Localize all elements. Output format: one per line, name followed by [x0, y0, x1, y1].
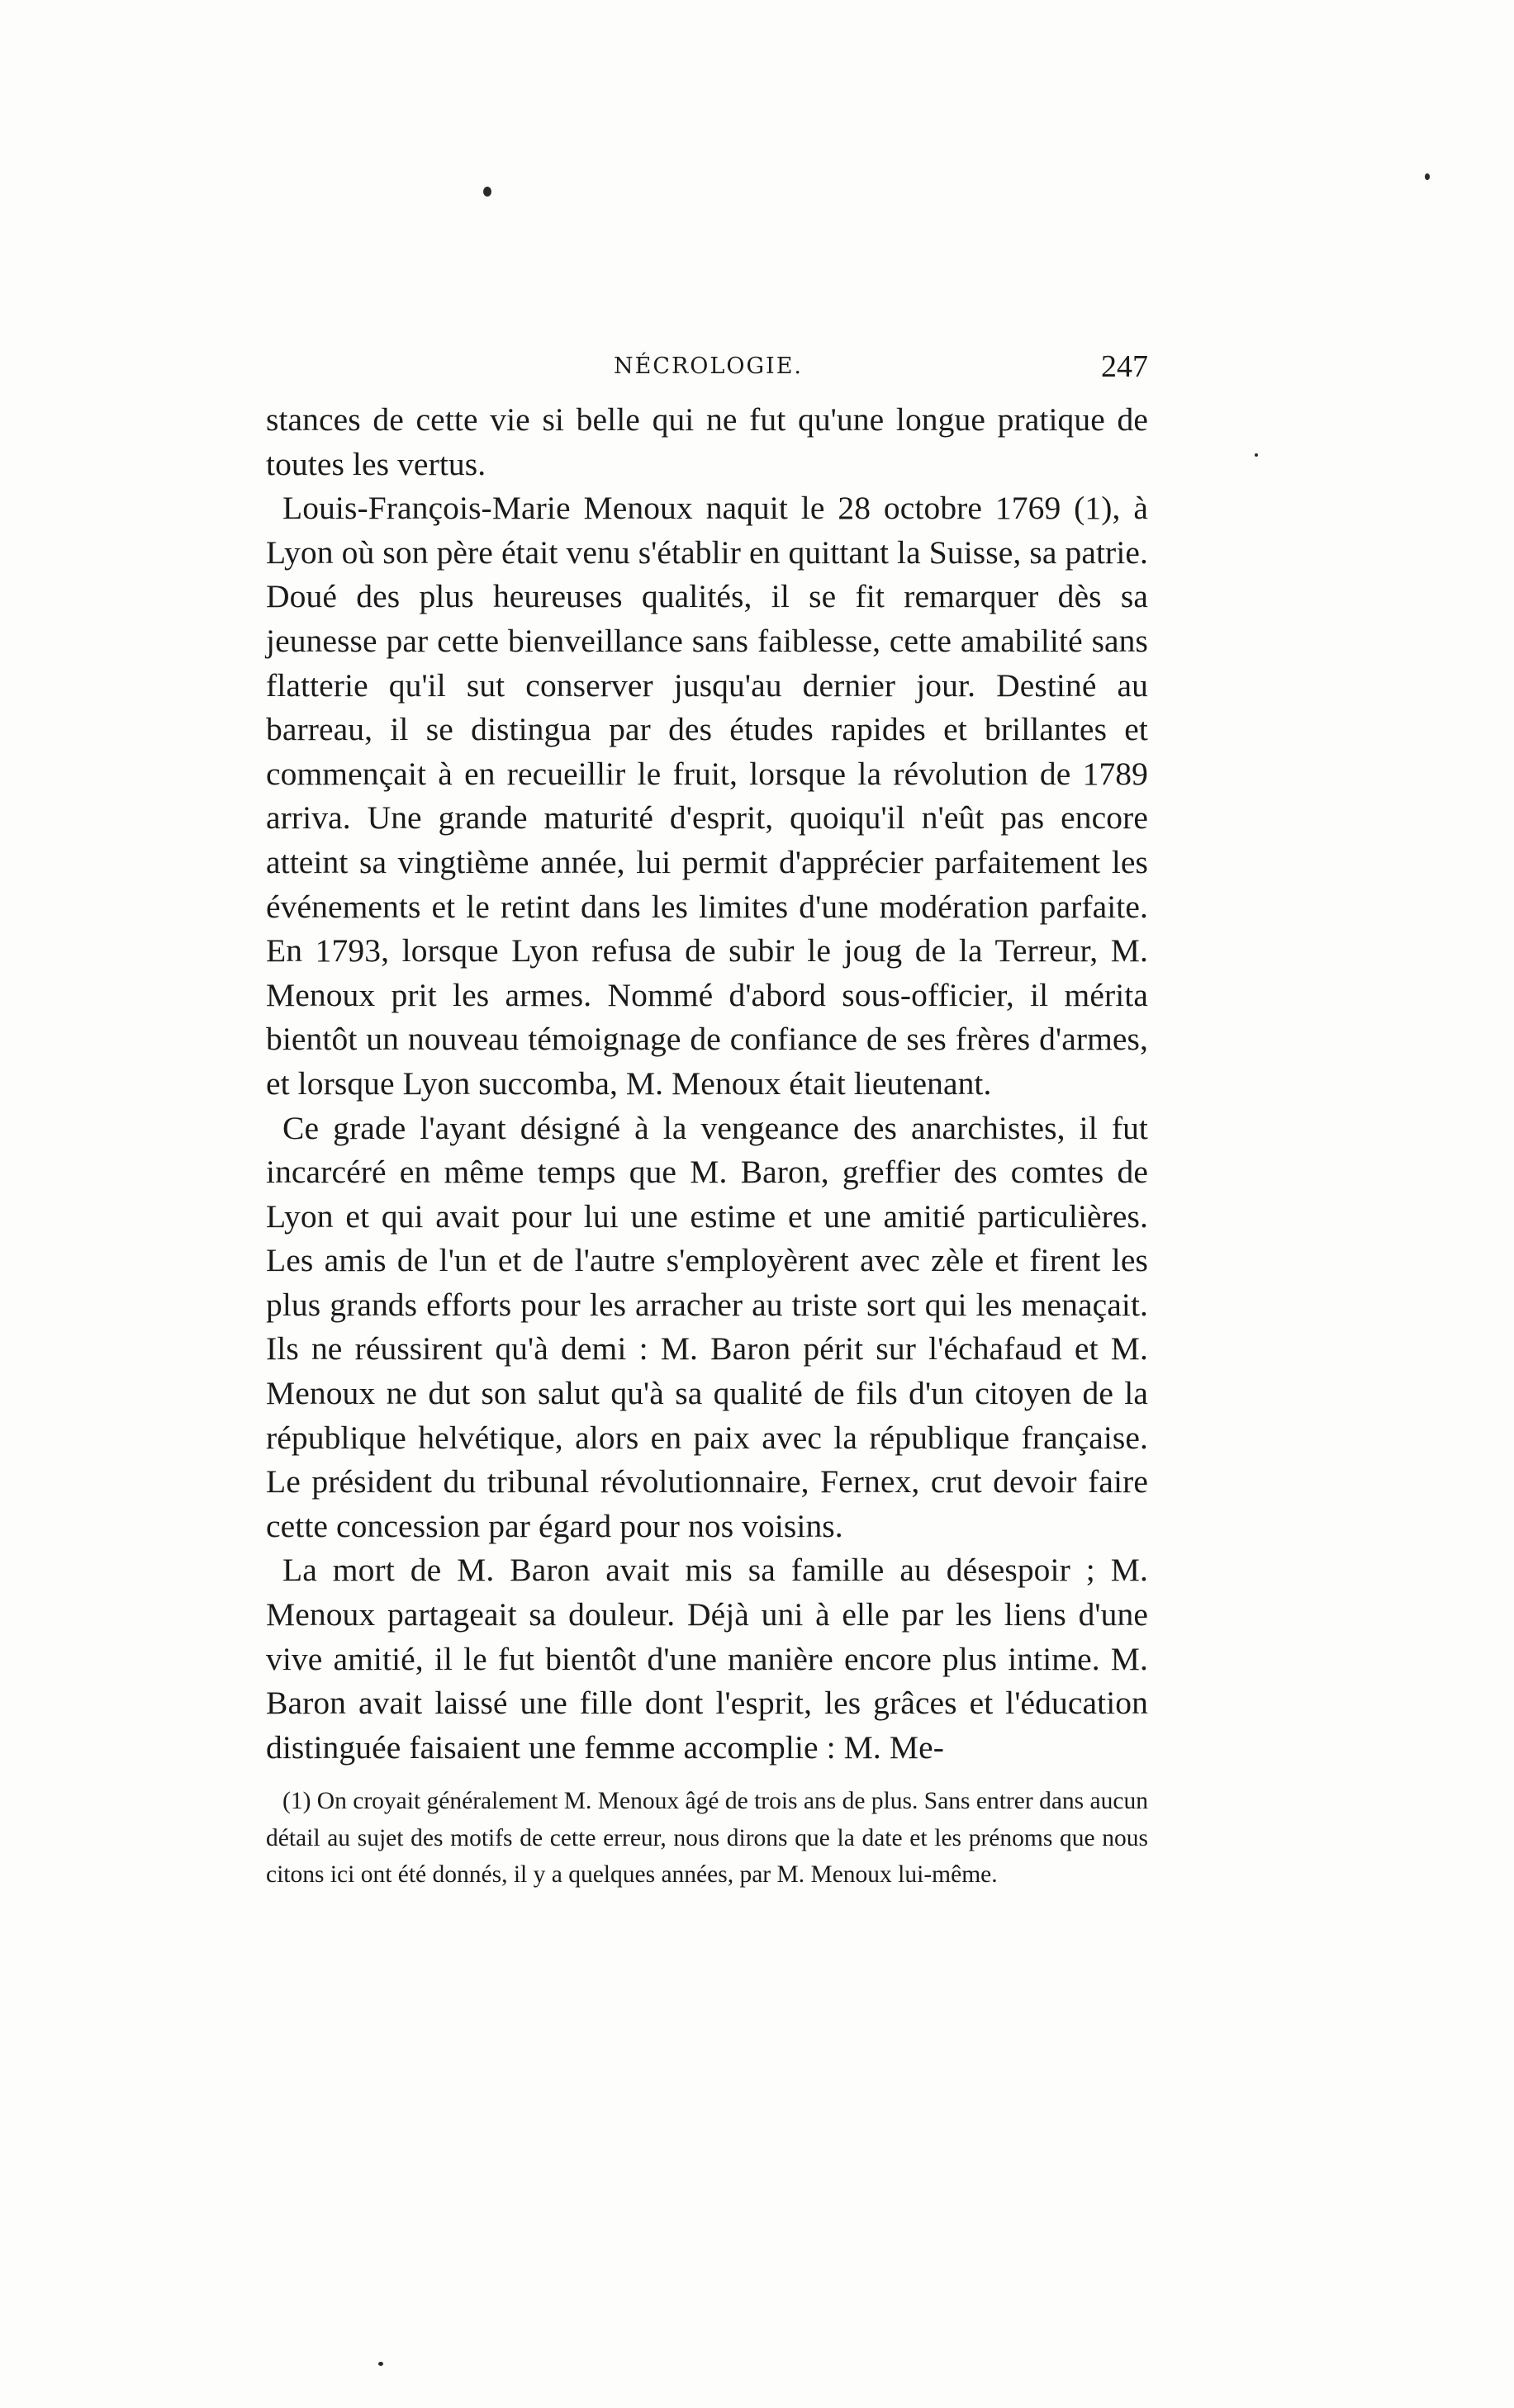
ink-speck [378, 2362, 383, 2366]
ink-speck [1255, 453, 1258, 457]
paragraph: Louis-François-Marie Menoux naquit le 28 octobre 1769 (1), à Lyon où son père était venu s'établir en quittant la Suisse, sa patrie. Doué des plus heureuses qualités, il se fit remarquer dès sa jeunesse par cette bienveillance sans faiblesse, cette amabilité sans flatterie qu'il sut conserver jusqu'au dernier jour. Destiné au barreau, il se distingua par des études rapides et brillantes et commençait à en recueillir le fruit, lorsque la révolution de 1789 arriva. Une grande maturité d'esprit, quoiqu'il n'eût pas encore atteint sa vingtième année, lui permit d'apprécier parfaitement les événements et le retint dans les limites d'une modération parfaite. En 1793, lorsque Lyon refusa de subir le joug de la Terreur, M. Menoux prit les armes. Nommé d'abord sous-officier, il mérita bientôt un nouveau témoignage de confiance de ses frères d'armes, et lorsque Lyon succomba, M. Menoux était lieutenant. [266, 490, 1148, 1102]
footnotes [266, 1783, 1148, 1894]
running-head: NÉCROLOGIE. [613, 353, 804, 379]
paragraph: La mort de M. Baron avait mis sa famille au désespoir ; M. Menoux partageait sa douleur. Déjà uni à elle par les liens d'une vive amitié, il le fut bientôt d'une manière encore plus intime. M. Baron avait laissé une fille dont l'esprit, les grâces et l'éducation distinguée faisaient une femme accomplie : M. Me- [266, 1552, 1148, 1766]
paragraph: Ce grade l'ayant désigné à la vengeance des anarchistes, il fut incarcéré en même temps que M. Baron, greffier des comtes de Lyon et qui avait pour lui une estime et une amitié particulières. Les amis de l'un et de l'autre s'employèrent avec zèle et firent les plus grands efforts pour les arracher au triste sort qui les menaçait. Ils ne réussirent qu'à demi : M. Baron périt sur l'échafaud et M. Menoux ne dut son salut qu'à sa qualité de fils d'un citoyen de la république helvétique, alors en paix avec la république française. Le président du tribunal révolutionnaire, Fernex, crut devoir faire cette concession par égard pour nos voisins. [266, 1109, 1148, 1544]
page-number: 247 [1101, 349, 1148, 384]
body-text [266, 398, 1148, 1770]
ink-speck [1425, 173, 1430, 180]
footnote: (1) On croyait généralement M. Menoux âgé de trois ans de plus. Sans entrer dans aucun détail au sujet des motifs de cette erreur, nous dirons que la date et les prénoms que nous citons ici ont été donnés, il y a quelques années, par M. Menoux lui-même. [266, 1788, 1148, 1888]
paragraph: stances de cette vie si belle qui ne fut qu'une longue pratique de toutes les vertus. [266, 401, 1148, 482]
page-header [268, 348, 1148, 388]
ink-speck [483, 187, 491, 197]
